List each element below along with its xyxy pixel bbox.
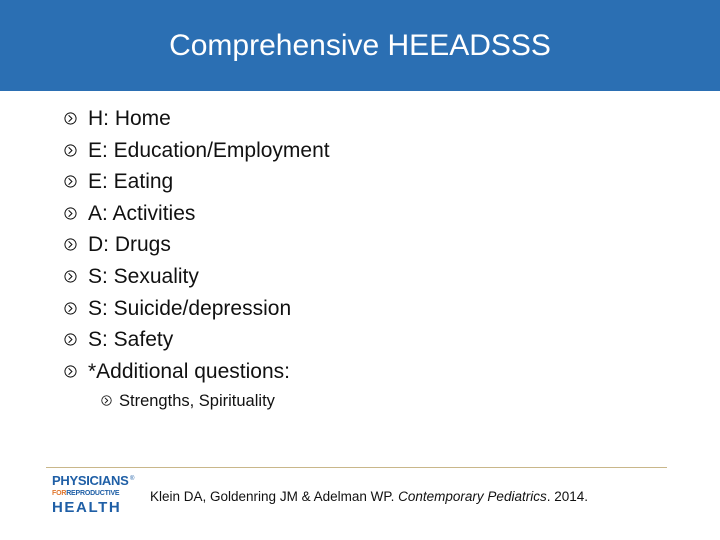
citation-authors: Klein DA, Goldenring JM & Adelman WP. <box>150 489 395 504</box>
footer-divider <box>46 467 667 468</box>
logo-text-for: FOR <box>52 490 67 497</box>
sub-bullet-list <box>101 389 275 413</box>
sub-bullet-text: Strengths, Spirituality <box>119 392 275 410</box>
logo-text-physicians: PHYSICIANS <box>52 473 129 488</box>
logo-text-reproductive-word: REPRODUCTIVE <box>66 490 120 497</box>
circled-arrow-icon <box>64 270 77 283</box>
bullet-text: E: Eating <box>88 170 174 194</box>
bullet-item <box>64 198 330 230</box>
circled-arrow-icon <box>64 238 77 251</box>
circled-arrow-icon <box>64 365 77 378</box>
bullet-item <box>64 293 330 325</box>
bullet-text: A: Activities <box>88 201 196 225</box>
circled-arrow-icon <box>64 144 77 157</box>
circled-arrow-icon <box>64 302 77 315</box>
bullet-item <box>64 103 330 135</box>
citation-journal: Contemporary Pediatrics <box>398 489 547 504</box>
logo-registered-mark: ® <box>130 476 135 482</box>
circled-arrow-icon <box>101 395 112 406</box>
bullet-text: D: Drugs <box>88 233 171 257</box>
title-bar <box>0 0 720 91</box>
bullet-item <box>64 261 330 293</box>
slide-title: Comprehensive HEEADSSS <box>169 29 551 62</box>
citation <box>150 488 588 506</box>
bullet-item <box>64 324 330 356</box>
logo-text-health: HEALTH <box>52 499 122 516</box>
citation-year: . 2014. <box>546 489 588 504</box>
bullet-list <box>64 103 330 387</box>
bullet-text: S: Safety <box>88 328 174 352</box>
bullet-item <box>64 135 330 167</box>
bullet-text: *Additional questions: <box>88 359 290 383</box>
bullet-item <box>64 229 330 261</box>
circled-arrow-icon <box>64 112 77 125</box>
bullet-text: H: Home <box>88 107 171 130</box>
sub-bullet-item <box>101 389 275 413</box>
bullet-text: S: Sexuality <box>88 264 199 288</box>
bullet-text: S: Suicide/depression <box>88 296 292 320</box>
bullet-item <box>64 356 330 388</box>
physicians-for-reproductive-health-logo <box>52 474 137 528</box>
bullet-text: E: Education/Employment <box>88 138 330 162</box>
circled-arrow-icon <box>64 207 77 220</box>
logo-text-reproductive <box>52 488 137 499</box>
circled-arrow-icon <box>64 333 77 346</box>
bullet-item <box>64 166 330 198</box>
circled-arrow-icon <box>64 175 77 188</box>
